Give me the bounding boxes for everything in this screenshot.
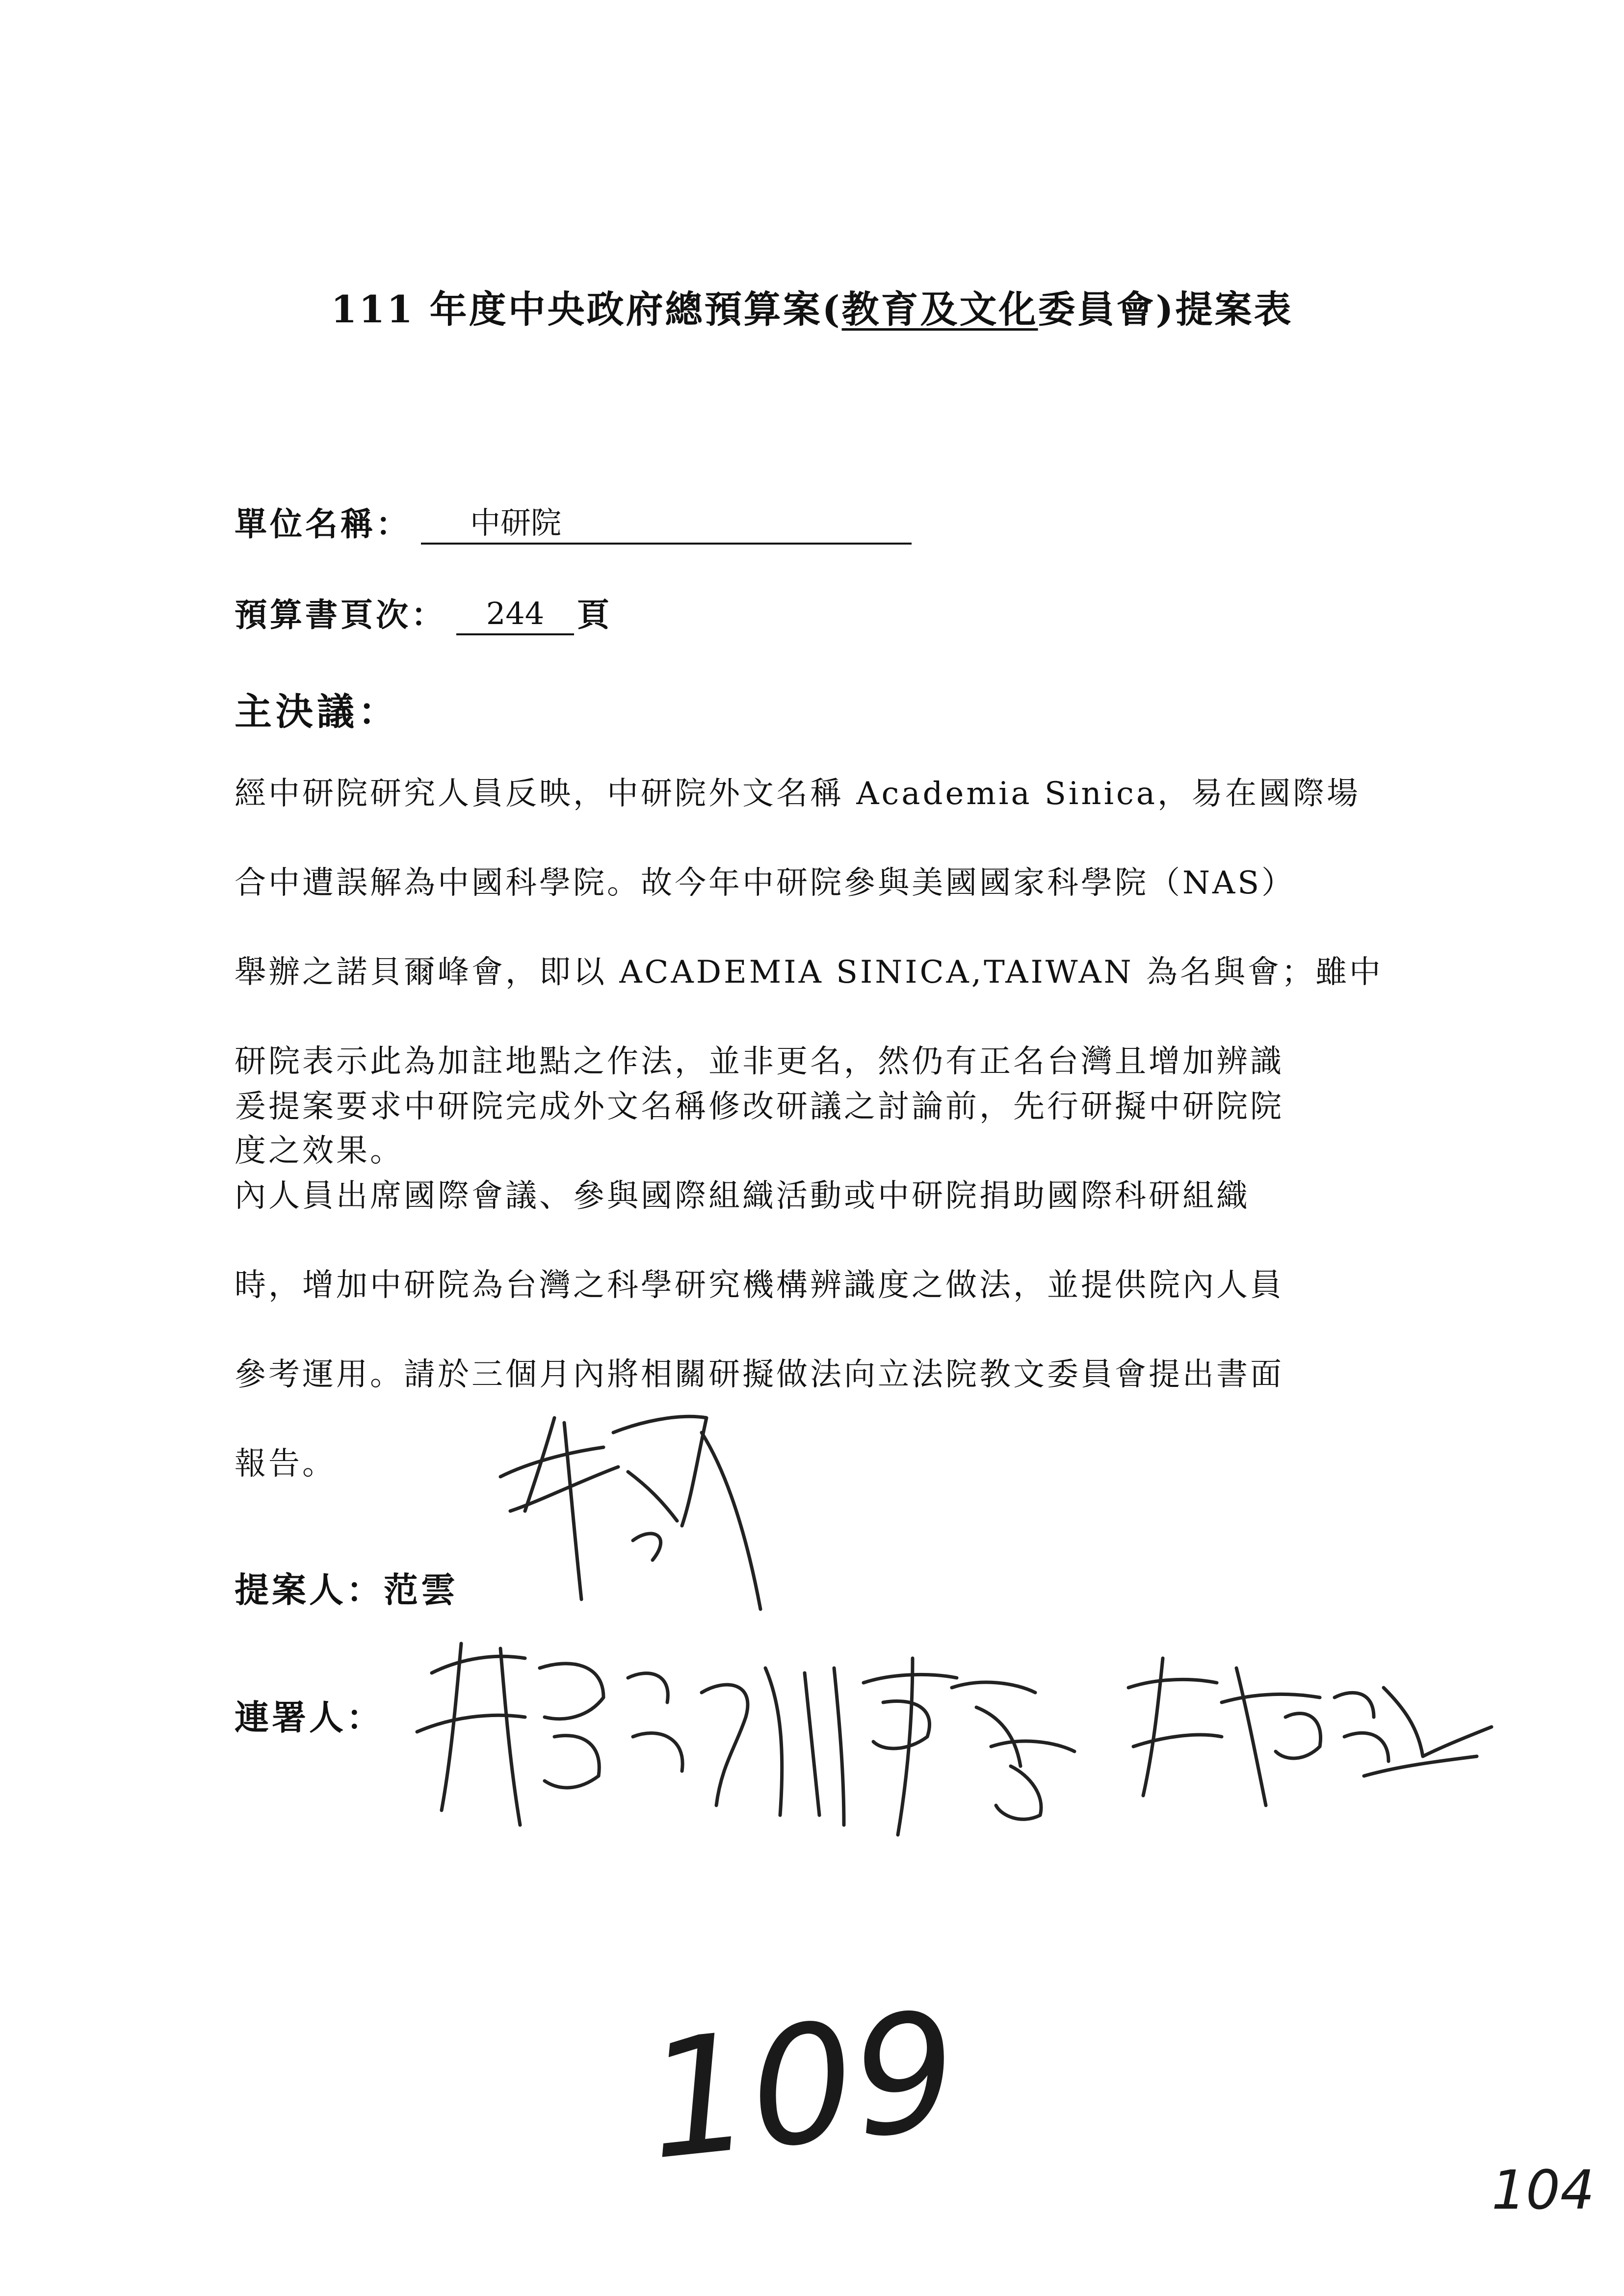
form-title-prefix: 111 年度中央政府總預算案( (331, 287, 842, 331)
resolution-heading: 主決議： (235, 690, 399, 733)
proposer-label: 提案人： (235, 1569, 384, 1610)
paragraph-line: 時，增加中研院為台灣之科學研究機構辨識度之做法，並提供院內人員 (235, 1267, 1284, 1304)
form-title-suffix: 委員會)提案表 (1038, 287, 1293, 331)
handwritten-page-number: 109 (638, 1976, 966, 2196)
handwritten-page-number-small: 104 (1492, 2159, 1595, 2221)
unit-label: 單位名稱： (235, 505, 411, 543)
form-title-committee: 教育及文化 (841, 287, 1038, 331)
paragraph-line: 研院表示此為加註地點之作法，並非更名，然仍有正名台灣且增加辨識 (235, 1044, 1284, 1080)
paragraph-line: 度之效果。 (235, 1133, 404, 1169)
cosigner-signature-1 (417, 1644, 782, 1825)
budget-page-value: 244 (456, 596, 574, 635)
paragraph-line: 爰提案要求中研院完成外文名稱修改研議之討論前，先行研擬中研院院 (235, 1089, 1284, 1125)
paragraph-line: 內人員出席國際會議、參與國際組織活動或中研院捐助國際科研組織 (235, 1178, 1250, 1214)
paragraph-line: 合中遭誤解為中國科學院。故今年中研院參與美國國家科學院（NAS） (235, 865, 1296, 901)
unit-value: 中研院 (421, 505, 912, 545)
cosigner-signature-3 (1128, 1658, 1492, 1805)
paragraph-line: 參考運用。請於三個月內將相關研擬做法向立法院教文委員會提出書面 (235, 1357, 1284, 1393)
cosigner-signature-2 (805, 1658, 1074, 1835)
budget-page-label: 預算書頁次： (235, 596, 446, 634)
paragraph-line: 舉辦之諾貝爾峰會，即以 ACADEMIA SINICA,TAIWAN 為名與會；雖中 (235, 954, 1383, 991)
proposer-name: 范雲 (384, 1569, 458, 1610)
paragraph-line: 報告。 (235, 1446, 336, 1482)
cosigners-label: 連署人： (235, 1697, 384, 1738)
budget-page-suffix: 頁 (577, 596, 609, 634)
proposer-signature (500, 1416, 760, 1609)
paragraph-line: 經中研院研究人員反映，中研院外文名稱 Academia Sinica，易在國際場 (235, 776, 1361, 812)
